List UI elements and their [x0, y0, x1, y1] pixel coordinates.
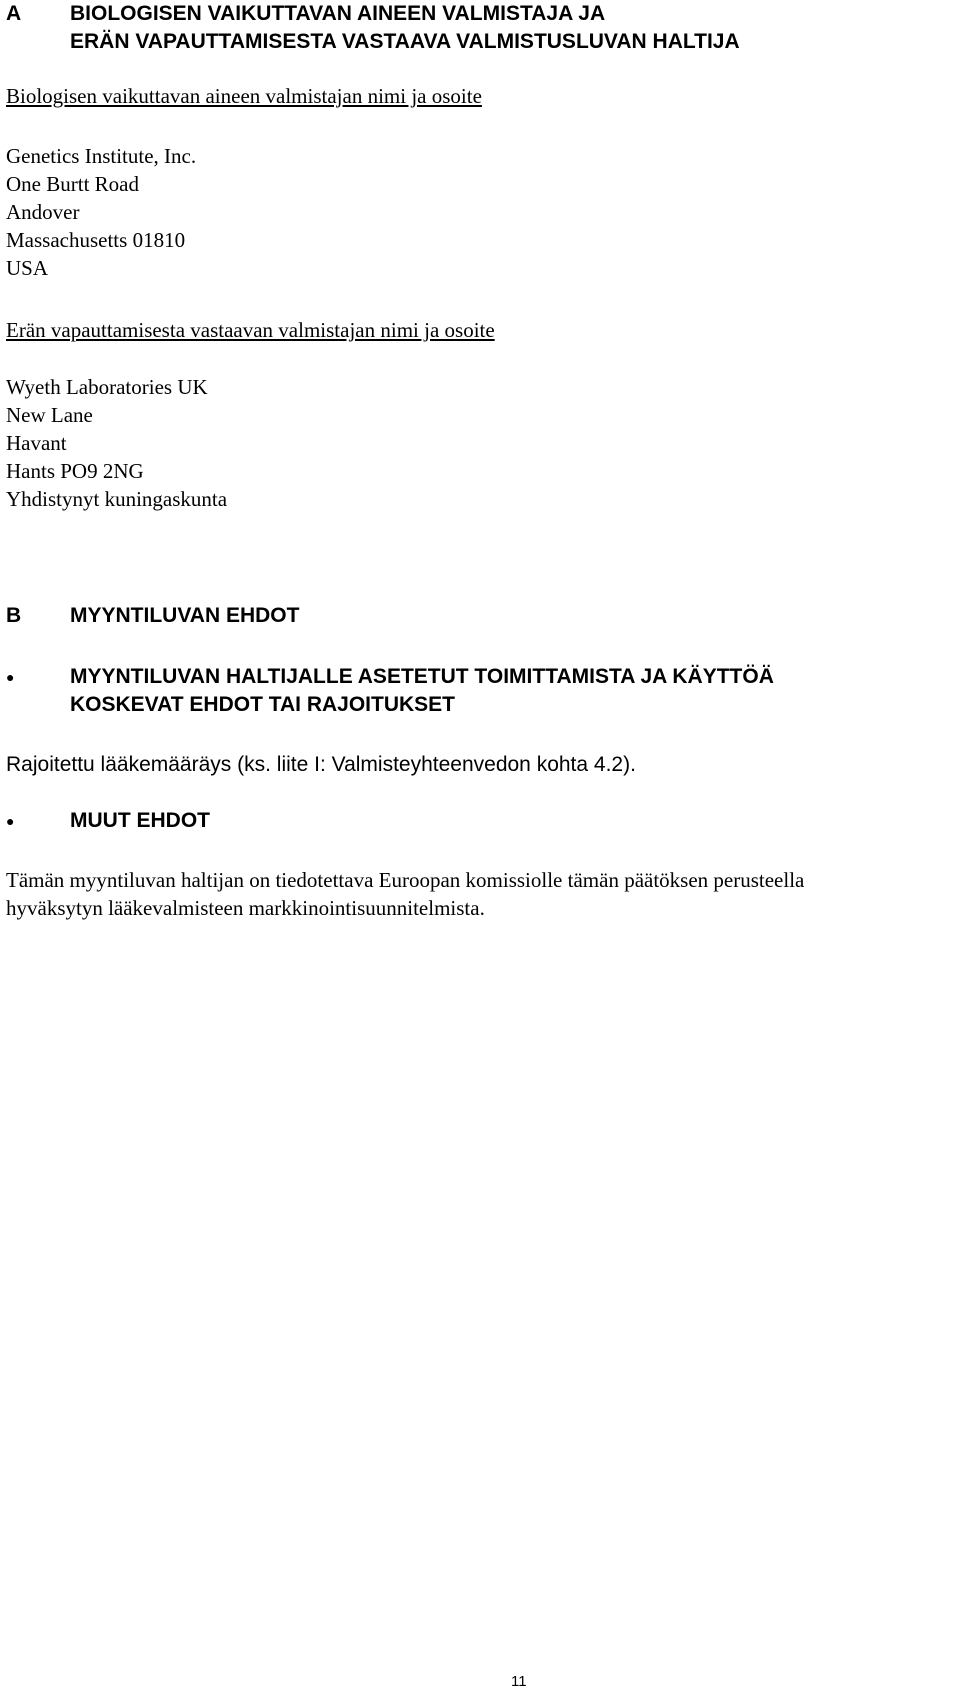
bullet1-title-line2: KOSKEVAT EHDOT TAI RAJOITUKSET: [70, 693, 456, 716]
bullet2-title: MUUT EHDOT: [70, 809, 210, 832]
bullet-other-conditions-heading: [6, 807, 210, 835]
bullet-dot-icon: ●: [6, 669, 15, 685]
biologic-address-line: Andover: [6, 200, 80, 224]
section-a-title-line1: BIOLOGISEN VAIKUTTAVAN AINEEN VALMISTAJA JA: [70, 2, 606, 25]
bullet2-text-line2: hyväksytyn lääkevalmisteen markkinointisuunnitelmista.: [6, 896, 485, 920]
section-a-letter: A: [6, 2, 22, 25]
batch-address-line: Yhdistynyt kuningaskunta: [6, 487, 228, 511]
batch-release-manufacturer-label: Erän vapauttamisesta vastaavan valmistajan nimi ja osoite: [6, 318, 495, 342]
bullet1-title-line1: MYYNTILUVAN HALTIJALLE ASETETUT TOIMITTAMISTA JA KÄYTTÖÄ: [70, 665, 774, 688]
section-b-title: MYYNTILUVAN EHDOT: [70, 604, 300, 627]
batch-address-line: Hants PO9 2NG: [6, 459, 144, 483]
page-number: 11: [511, 1673, 527, 1690]
bullet2-text-line1: Tämän myyntiluvan haltijan on tiedotettava Euroopan komissiolle tämän päätöksen perusteella: [6, 868, 805, 892]
section-b-letter: B: [6, 604, 22, 627]
biologic-address-line: Massachusetts 01810: [6, 228, 186, 252]
bullet-dot-icon: ●: [6, 813, 15, 829]
bullet1-text: Rajoitettu lääkemääräys (ks. liite I: Valmisteyhteenvedon kohta 4.2).: [6, 753, 636, 776]
biologic-address-line: One Burtt Road: [6, 172, 139, 196]
biologic-address-line: USA: [6, 256, 49, 280]
batch-address-line: Havant: [6, 431, 67, 455]
batch-address-line: New Lane: [6, 403, 93, 427]
section-b-heading: [6, 602, 299, 630]
biologic-manufacturer-label: Biologisen vaikuttavan aineen valmistajan nimi ja osoite: [6, 84, 482, 108]
section-a-heading: [6, 0, 740, 56]
batch-address-line: Wyeth Laboratories UK: [6, 375, 208, 399]
section-a-title-line2: ERÄN VAPAUTTAMISESTA VASTAAVA VALMISTUSLUVAN HALTIJA: [70, 30, 740, 53]
biologic-address-line: Genetics Institute, Inc.: [6, 144, 197, 168]
bullet-conditions-heading: [6, 663, 774, 719]
